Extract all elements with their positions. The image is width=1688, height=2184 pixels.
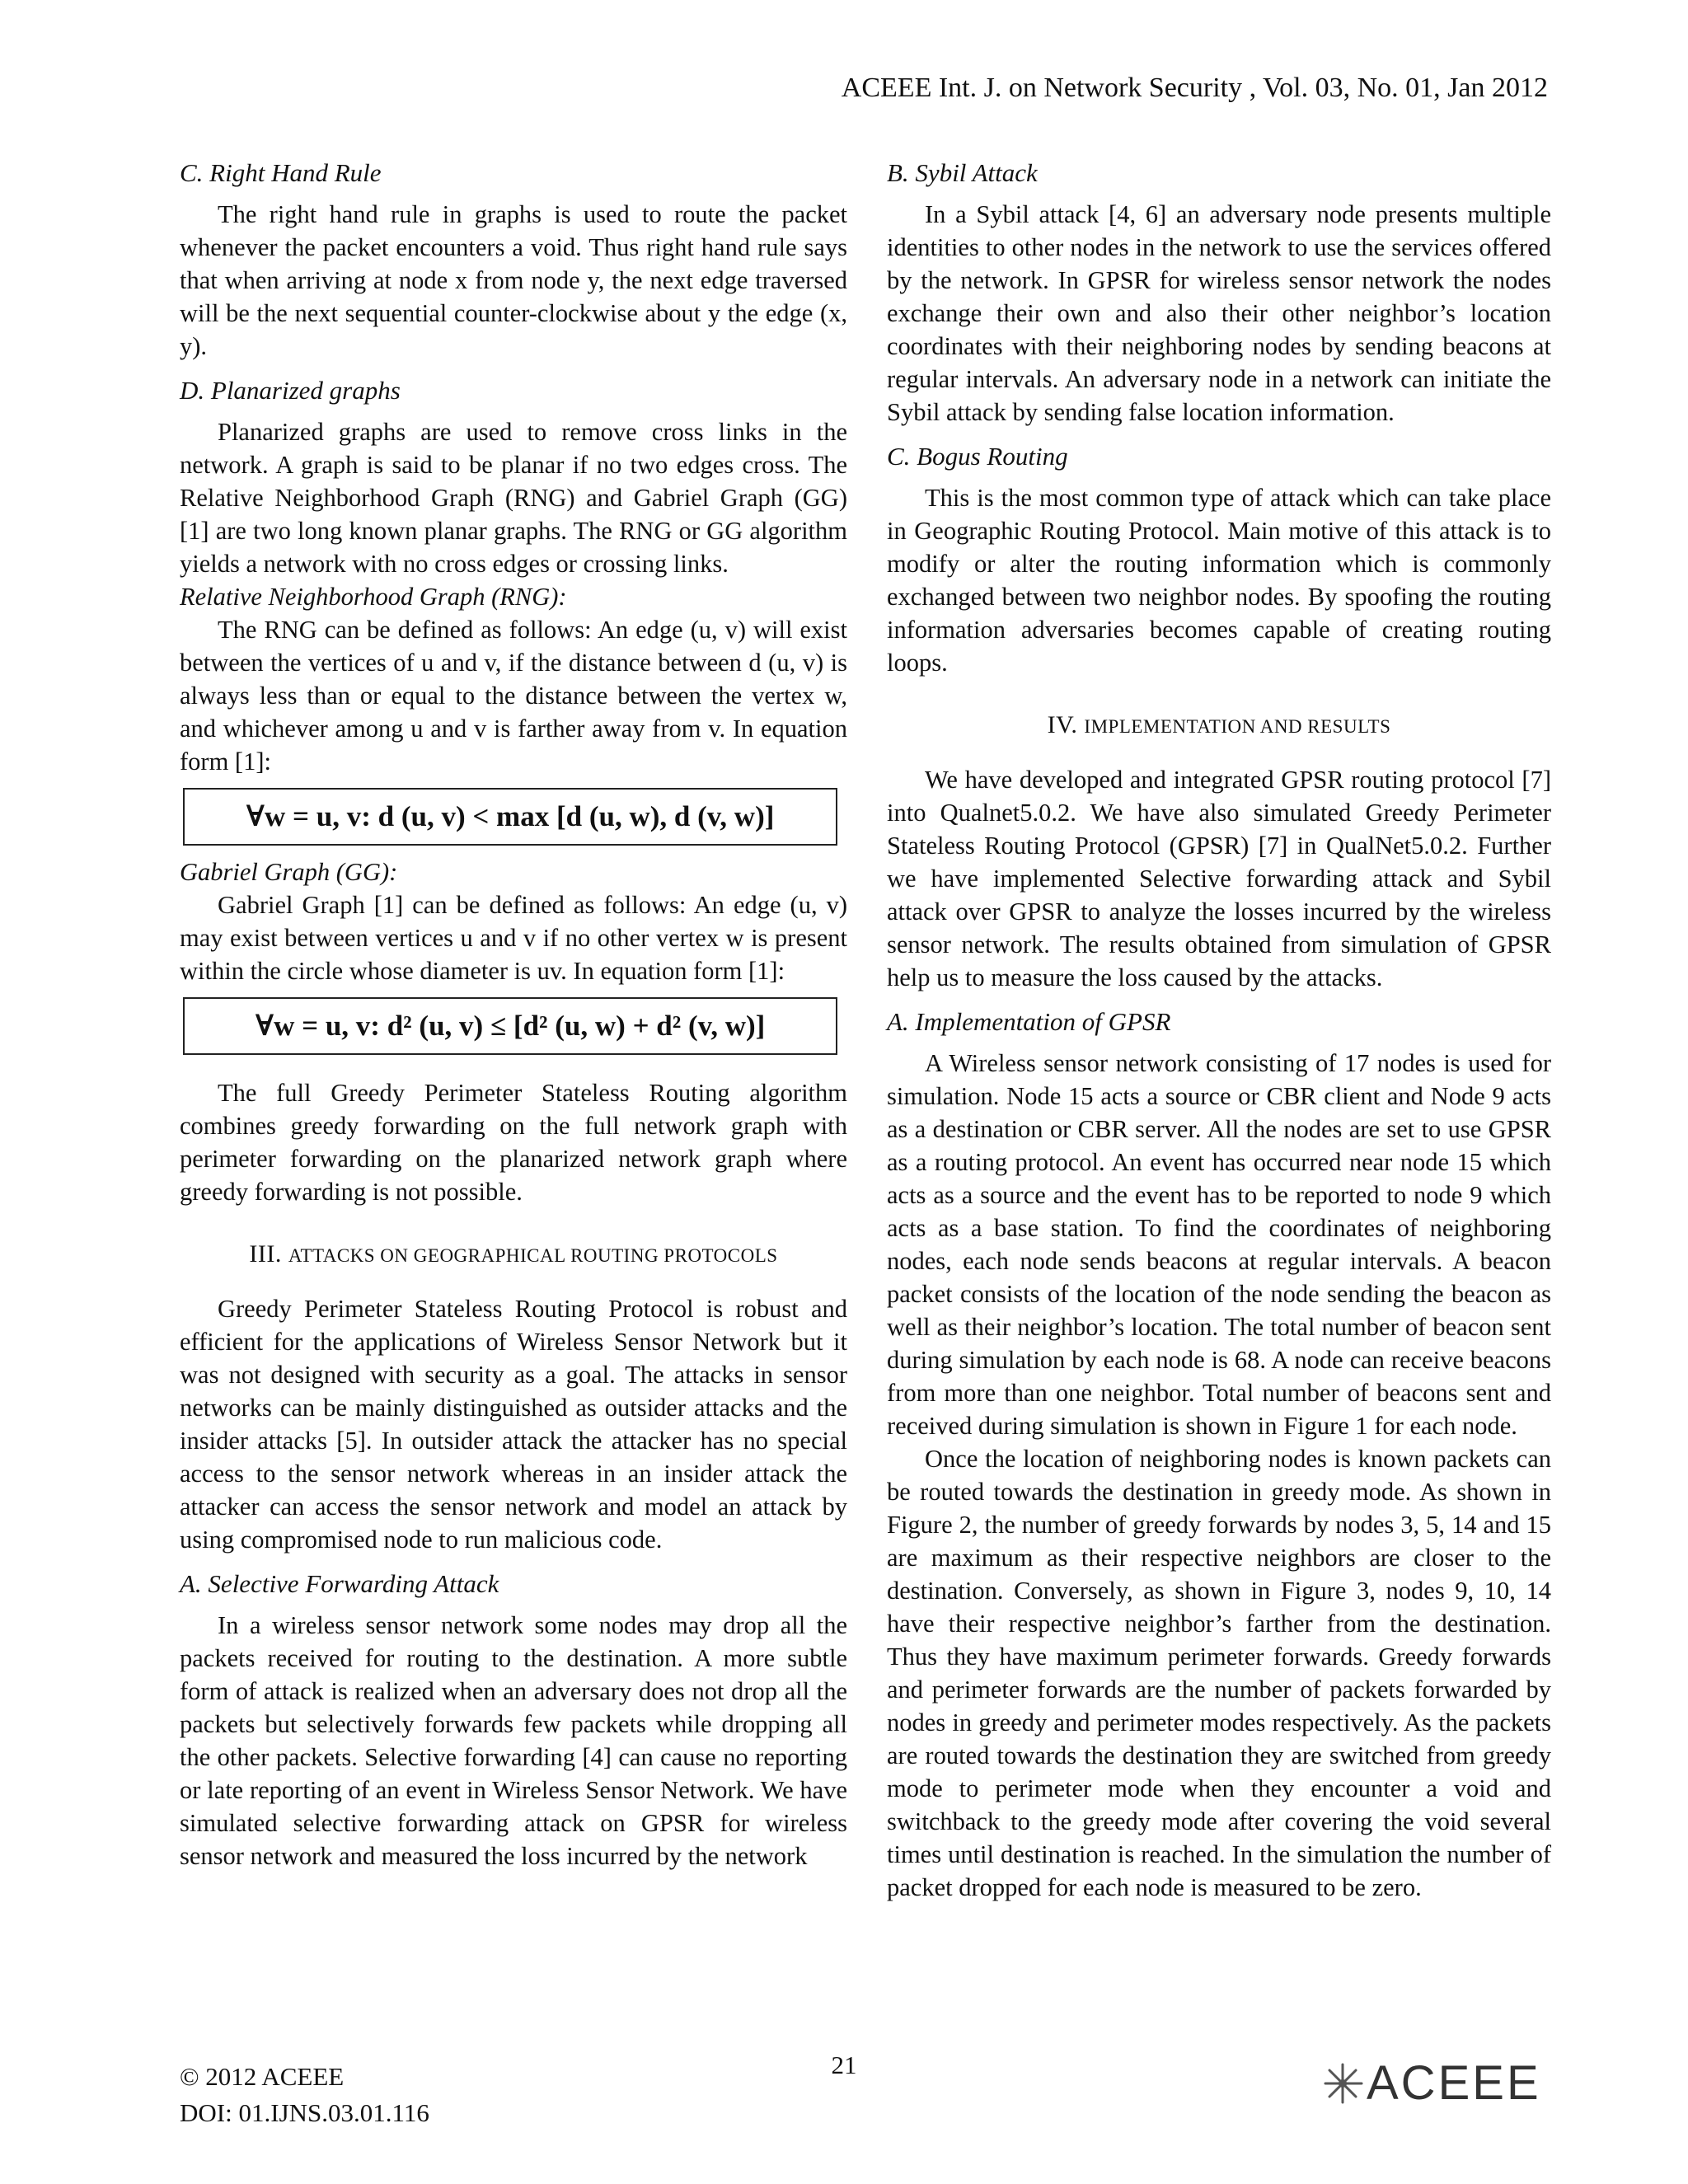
paragraph-attacks: Greedy Perimeter Stateless Routing Protocol is robust and efficient for the applications of Wireless Sensor Network but it was not designed with security as a goal. The attacks in sensor networks can be mainly distinguished as outsider attacks and the insider attacks [5]. In outsider attack the attacker has no special access to the sensor network whereas in an insider attack the attacker can access the sensor network and model an attack by using compromised node to run malicious code. [180,1295,847,1554]
paragraph-gg: Gabriel Graph [1] can be defined as follows: An edge (u, v) may exist between vertices u and v if no other vertex w is present within the circle whose diameter is uv. In equation form [1]: [180,891,847,985]
footer-copyright: © 2012 ACEEE [180,2062,345,2091]
gg-label: Gabriel Graph (GG): [180,858,398,886]
paragraph-implementation-1: A Wireless sensor network consisting of 17 nodes is used for simulation. Node 15 acts a source or CBR client and Node 9 acts as a destination or CBR server. All the nodes are set to use GPSR as a routing protocol. An event has occurred near node 15 which acts as a source and the event has to be reported to node 9 which acts as a base station. To find the coordinates of neighboring nodes, each node sends beacons at regular intervals. A beacon packet consists of the location of the node sending the beacon as well as their neighbor’s location. The total number of beacon sent during simulation by each node is 68. A node can receive beacons from more than one neighbor. Total number of beacons sent and received during simulation is shown in Figure 1 for each node. [887,1049,1551,1440]
subsection-title-selective-forwarding: A. Selective Forwarding Attack [180,1569,499,1598]
section-title: ATTACKS ON GEOGRAPHICAL ROUTING PROTOCOLS [288,1245,778,1266]
equation-gg [183,997,837,1055]
paragraph-full-gpsr: The full Greedy Perimeter Stateless Routing algorithm combines greedy forwarding on the full network graph with perimeter forwarding on the planarized network graph where greedy forwarding is not possible. [180,1079,847,1206]
right-column [887,157,1551,1904]
equation-gg-text: ∀w = u, v: d² (u, v) ≤ [d² (u, w) + d² (v, w)] [255,1010,766,1042]
paragraph-right-hand-rule: The right hand rule in graphs is used to route the packet whenever the packet encounters a void. Thus right hand rule says that when arriving at node x from node y, the next edge traversed will be the next sequential counter-clockwise about y the edge (x, y). [180,200,847,360]
section-heading-attacks [180,1238,847,1272]
logo-text: ACEEE [1367,2056,1541,2110]
star-logo-icon [1319,2060,1367,2107]
rng-label: Relative Neighborhood Graph (RNG): [180,583,567,611]
publisher-logo [1319,2055,1541,2111]
section-number: IV. [1047,711,1078,738]
subsection-title-bogus-routing: C. Bogus Routing [887,442,1068,471]
running-header: ACEEE Int. J. on Network Security , Vol. 03, No. 01, Jan 2012 [841,73,1548,103]
paragraph-implementation-intro: We have developed and integrated GPSR routing protocol [7] into Qualnet5.0.2. We have also simulated Greedy Perimeter Stateless Routing Protocol (GPSR) [7] in QualNet5.0.2. Further we have implemented Selective forwarding attack and Sybil attack over GPSR to analyze the losses incurred by the wireless sensor network. The results obtained from simulation of GPSR help us to measure the loss caused by the attacks. [887,766,1551,991]
paragraph-bogus-routing: This is the most common type of attack which can take place in Geographic Routing Protocol. Main motive of this attack is to modify or alter the routing information which is commonly exchanged between two neighbor nodes. By spoofing the routing information adversaries becomes capable of creating routing loops. [887,484,1551,677]
section-title: IMPLEMENTATION AND RESULTS [1084,716,1391,737]
left-column [180,157,847,1872]
footer-doi: DOI: 01.IJNS.03.01.116 [180,2098,429,2127]
section-number: III. [249,1240,282,1268]
paragraph-sybil: In a Sybil attack [4, 6] an adversary node presents multiple identities to other nodes in the network to use the services offered by the network. In GPSR for wireless sensor network the nodes exchange their own and also their other neighbor’s location coordinates with their neighboring nodes by sending beacons at regular intervals. An adversary node in a network can initiate the Sybil attack by sending false location information. [887,200,1551,426]
paragraph-implementation-2: Once the location of neighboring nodes is known packets can be routed towards the destination in greedy mode. As shown in Figure 2, the number of greedy forwards by nodes 3, 5, 14 and 15 are maximum as their respective neighbors are closer to the destination. Conversely, as shown in Figure 3, nodes 9, 10, 14 have their respective neighbor’s farther from the destination. Thus they have maximum perimeter forwards. Greedy forwards and perimeter forwards are the number of packets forwarded by nodes in greedy and perimeter modes respectively. As the packets are routed towards the destination they are switched from greedy mode to perimeter mode when they encounter a void and switchback to the greedy mode after covering the void several times until destination is reached. In the simulation the number of packet dropped for each node is measured to be zero. [887,1445,1551,1901]
paragraph-selective-forwarding: In a wireless sensor network some nodes may drop all the packets received for routing to the destination. A more subtle form of attack is realized when an adversary does not drop all the packets but selectively forwards few packets while dropping all the other packets. Selective forwarding [4] can cause no reporting or late reporting of an event in Wireless Sensor Network. We have simulated selective forwarding attack on GPSR for wireless sensor network and measured the loss incurred by the network [180,1611,847,1870]
subsection-title-sybil: B. Sybil Attack [887,158,1038,187]
equation-rng-text: ∀w = u, v: d (u, v) < max [d (u, w), d (v, w)] [246,800,775,832]
paragraph-rng: The RNG can be defined as follows: An edge (u, v) will exist between the vertices of u and v, if the distance between d (u, v) is always less than or equal to the distance between the vertex w, and whichever among u and v is farther away from v. In equation form [1]: [180,616,847,776]
section-heading-implementation [887,709,1551,743]
footer-info [180,2059,429,2131]
page-number: 21 [831,2050,857,2079]
paragraph-planarized-graphs: Planarized graphs are used to remove cross links in the network. A graph is said to be planar if no two edges cross. The Relative Neighborhood Graph (RNG) and Gabriel Graph (GG) [1] are two long known planar graphs. The RNG or GG algorithm yields a network with no cross edges or crossing links. [180,418,847,578]
subsection-title-right-hand-rule: C. Right Hand Rule [180,158,382,187]
equation-rng [183,788,837,846]
subsection-title-planarized-graphs: D. Planarized graphs [180,376,401,405]
subsection-title-implementation-gpsr: A. Implementation of GPSR [887,1007,1171,1036]
